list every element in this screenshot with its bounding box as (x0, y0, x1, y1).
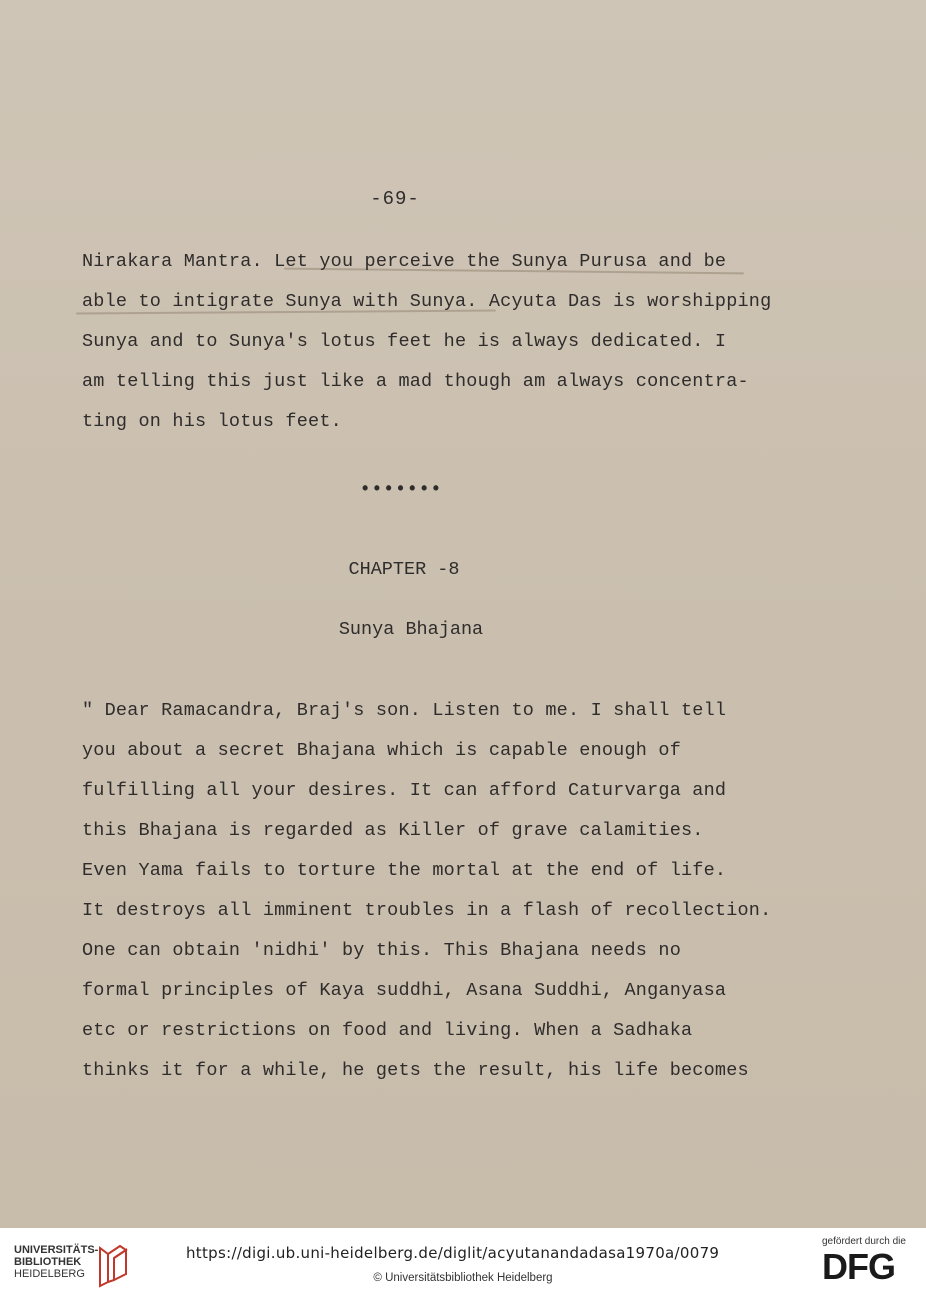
library-name-line: BIBLIOTHEK (14, 1256, 82, 1268)
dfg-funder-logo[interactable] (822, 1236, 918, 1292)
viewer-footer (0, 1228, 926, 1296)
text-line: One can obtain 'nidhi' by this. This Bhajana needs no (82, 940, 681, 961)
chapter-title: Sunya Bhajana (338, 619, 484, 640)
text-line: " Dear Ramacandra, Braj's son. Listen to me. I shall tell (82, 700, 727, 721)
page-number: -69- (370, 188, 420, 210)
text-line: Sunya and to Sunya's lotus feet he is always dedicated. I (82, 331, 727, 352)
library-name-line: UNIVERSITÄTS- (14, 1244, 99, 1256)
funder-caption: gefördert durch die (822, 1236, 906, 1247)
text-line: ting on his lotus feet. (82, 411, 342, 432)
text-line: this Bhajana is regarded as Killer of grave calamities. (82, 820, 704, 841)
text-line: Even Yama fails to torture the mortal at the end of life. (82, 860, 727, 881)
text-line: am telling this just like a mad though am always concentra- (82, 371, 749, 392)
text-line: etc or restrictions on food and living. When a Sadhaka (82, 1020, 693, 1041)
text-line: fulfilling all your desires. It can afford Caturvarga and (82, 780, 727, 801)
section-separator: ••••••• (359, 480, 443, 500)
copyright-notice: © Universitätsbibliothek Heidelberg (373, 1272, 553, 1284)
chapter-heading: CHAPTER -8 (348, 559, 460, 580)
paragraph-2 (82, 691, 822, 1091)
text-line: Nirakara Mantra. Let you perceive the Sunya Purusa and be (82, 251, 727, 272)
permalink-url[interactable]: https://digi.ub.uni-heidelberg.de/diglit/acyutanandadasa1970a/0079 (186, 1244, 720, 1262)
paragraph-1 (82, 242, 822, 442)
text-line: able to intigrate Sunya with Sunya. Acyuta Das is worshipping (82, 291, 772, 312)
text-line: thinks it for a while, he gets the result, his life becomes (82, 1060, 749, 1081)
text-line: formal principles of Kaya suddhi, Asana Suddhi, Anganyasa (82, 980, 727, 1001)
library-name-line: HEIDELBERG (14, 1268, 85, 1280)
text-line: It destroys all imminent troubles in a flash of recollection. (82, 900, 772, 921)
text-line: you about a secret Bhajana which is capable enough of (82, 740, 681, 761)
dfg-logo: DFG (822, 1246, 895, 1287)
